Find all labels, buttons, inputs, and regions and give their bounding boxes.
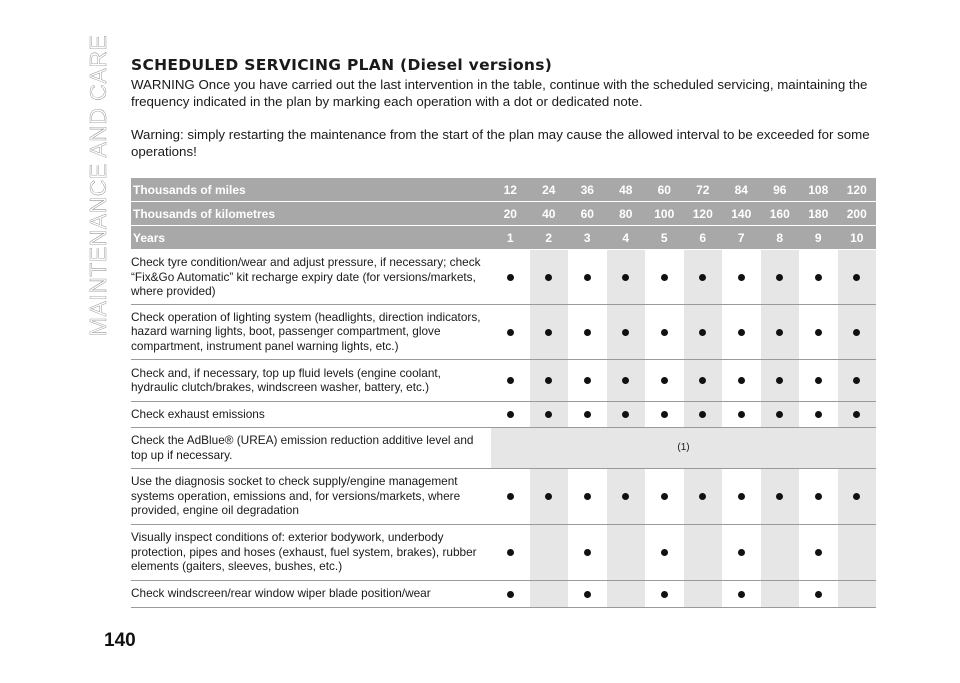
scheduled-dot-icon bbox=[545, 493, 552, 500]
header-value: 10 bbox=[838, 226, 877, 250]
header-value: 12 bbox=[491, 178, 530, 202]
interval-cell bbox=[645, 304, 684, 359]
header-value: 5 bbox=[645, 226, 684, 250]
interval-cell bbox=[684, 250, 723, 305]
scheduled-dot-icon bbox=[545, 411, 552, 418]
operation-description: Check tyre condition/wear and adjust pressure, if necessary; check “Fix&Go Automatic” kit recharge expiry date (for versions/markets, where provided) bbox=[131, 250, 491, 305]
scheduled-dot-icon bbox=[815, 274, 822, 281]
scheduled-dot-icon bbox=[738, 411, 745, 418]
header-value: 7 bbox=[722, 226, 761, 250]
scheduled-dot-icon bbox=[776, 493, 783, 500]
table-row bbox=[131, 468, 876, 524]
header-row bbox=[131, 226, 876, 250]
table-row bbox=[131, 427, 876, 468]
scheduled-dot-icon bbox=[699, 493, 706, 500]
scheduled-dot-icon bbox=[584, 411, 591, 418]
interval-cell bbox=[838, 401, 877, 427]
interval-cell bbox=[684, 524, 723, 580]
header-value: 40 bbox=[530, 202, 569, 226]
scheduled-dot-icon bbox=[622, 493, 629, 500]
scheduled-dot-icon bbox=[584, 493, 591, 500]
header-value: 48 bbox=[607, 178, 646, 202]
interval-cell bbox=[722, 401, 761, 427]
interval-cell bbox=[491, 468, 530, 524]
interval-cell bbox=[568, 250, 607, 305]
interval-cell bbox=[530, 524, 569, 580]
interval-cell bbox=[838, 250, 877, 305]
header-row bbox=[131, 202, 876, 226]
scheduled-dot-icon bbox=[776, 329, 783, 336]
scheduled-dot-icon bbox=[584, 329, 591, 336]
interval-cell bbox=[722, 250, 761, 305]
header-value: 60 bbox=[568, 202, 607, 226]
table-row bbox=[131, 524, 876, 580]
scheduled-dot-icon bbox=[738, 493, 745, 500]
scheduled-dot-icon bbox=[507, 549, 514, 556]
interval-cell bbox=[722, 359, 761, 401]
scheduled-dot-icon bbox=[507, 493, 514, 500]
scheduled-dot-icon bbox=[661, 549, 668, 556]
interval-cell bbox=[607, 524, 646, 580]
table-header bbox=[131, 178, 876, 250]
header-value: 20 bbox=[491, 202, 530, 226]
table-row bbox=[131, 250, 876, 305]
interval-cell bbox=[722, 524, 761, 580]
interval-cell bbox=[684, 304, 723, 359]
scheduled-dot-icon bbox=[584, 549, 591, 556]
scheduled-dot-icon bbox=[776, 411, 783, 418]
interval-cell bbox=[607, 401, 646, 427]
header-value: 24 bbox=[530, 178, 569, 202]
header-value: 120 bbox=[838, 178, 877, 202]
interval-cell bbox=[684, 468, 723, 524]
interval-cell bbox=[799, 468, 838, 524]
interval-cell bbox=[568, 580, 607, 607]
header-row bbox=[131, 178, 876, 202]
scheduled-dot-icon bbox=[815, 329, 822, 336]
header-value: 200 bbox=[838, 202, 877, 226]
scheduled-dot-icon bbox=[507, 591, 514, 598]
scheduled-dot-icon bbox=[699, 329, 706, 336]
operation-description: Use the diagnosis socket to check supply/engine management systems operation, emissions and, for versions/markets, where provided, engine oil degradation bbox=[131, 468, 491, 524]
servicing-plan-table bbox=[131, 178, 876, 608]
interval-cell bbox=[568, 468, 607, 524]
scheduled-dot-icon bbox=[507, 274, 514, 281]
interval-cell bbox=[607, 250, 646, 305]
scheduled-dot-icon bbox=[776, 377, 783, 384]
scheduled-dot-icon bbox=[853, 411, 860, 418]
scheduled-dot-icon bbox=[545, 329, 552, 336]
interval-cell bbox=[799, 524, 838, 580]
interval-cell bbox=[645, 580, 684, 607]
interval-cell bbox=[761, 359, 800, 401]
scheduled-dot-icon bbox=[699, 377, 706, 384]
scheduled-dot-icon bbox=[738, 274, 745, 281]
interval-cell bbox=[530, 304, 569, 359]
page-content bbox=[131, 56, 876, 160]
scheduled-dot-icon bbox=[815, 549, 822, 556]
scheduled-dot-icon bbox=[815, 591, 822, 598]
table-row bbox=[131, 359, 876, 401]
scheduled-dot-icon bbox=[661, 411, 668, 418]
interval-cell bbox=[684, 359, 723, 401]
table-row bbox=[131, 580, 876, 607]
scheduled-dot-icon bbox=[661, 591, 668, 598]
scheduled-dot-icon bbox=[661, 377, 668, 384]
interval-cell bbox=[799, 359, 838, 401]
interval-cell bbox=[568, 401, 607, 427]
scheduled-dot-icon bbox=[584, 591, 591, 598]
header-value: 140 bbox=[722, 202, 761, 226]
header-value: 120 bbox=[684, 202, 723, 226]
scheduled-dot-icon bbox=[661, 329, 668, 336]
scheduled-dot-icon bbox=[738, 591, 745, 598]
scheduled-dot-icon bbox=[545, 274, 552, 281]
header-value: 108 bbox=[799, 178, 838, 202]
header-value: 3 bbox=[568, 226, 607, 250]
interval-cell bbox=[684, 580, 723, 607]
header-label: Thousands of miles bbox=[131, 178, 491, 202]
interval-cell bbox=[722, 468, 761, 524]
scheduled-dot-icon bbox=[584, 377, 591, 384]
header-value: 2 bbox=[530, 226, 569, 250]
scheduled-dot-icon bbox=[622, 329, 629, 336]
interval-cell bbox=[684, 401, 723, 427]
scheduled-dot-icon bbox=[699, 274, 706, 281]
scheduled-dot-icon bbox=[815, 411, 822, 418]
header-label: Thousands of kilometres bbox=[131, 202, 491, 226]
scheduled-dot-icon bbox=[507, 411, 514, 418]
interval-cell bbox=[761, 304, 800, 359]
interval-cell bbox=[530, 359, 569, 401]
interval-cell bbox=[607, 304, 646, 359]
scheduled-dot-icon bbox=[622, 274, 629, 281]
scheduled-dot-icon bbox=[507, 329, 514, 336]
scheduled-dot-icon bbox=[622, 411, 629, 418]
scheduled-dot-icon bbox=[738, 549, 745, 556]
interval-cell bbox=[799, 304, 838, 359]
interval-cell bbox=[568, 524, 607, 580]
section-side-label-text: MAINTENANCE AND CARE bbox=[85, 34, 112, 336]
interval-cell bbox=[645, 359, 684, 401]
interval-cell bbox=[761, 401, 800, 427]
header-value: 96 bbox=[761, 178, 800, 202]
scheduled-dot-icon bbox=[815, 493, 822, 500]
interval-cell bbox=[799, 580, 838, 607]
table-body bbox=[131, 250, 876, 608]
interval-cell bbox=[645, 250, 684, 305]
operation-description: Check the AdBlue® (UREA) emission reduction additive level and top up if necessary. bbox=[131, 427, 491, 468]
operation-description: Visually inspect conditions of: exterior bodywork, underbody protection, pipes and hoses (exhaust, fuel system, brakes), rubber elements (gaiters, sleeves, bushes, etc.) bbox=[131, 524, 491, 580]
interval-cell bbox=[530, 250, 569, 305]
interval-cell bbox=[607, 580, 646, 607]
header-value: 8 bbox=[761, 226, 800, 250]
interval-cell bbox=[530, 401, 569, 427]
header-value: 180 bbox=[799, 202, 838, 226]
page-number: 140 bbox=[104, 630, 136, 651]
interval-cell bbox=[607, 468, 646, 524]
scheduled-dot-icon bbox=[853, 493, 860, 500]
header-label: Years bbox=[131, 226, 491, 250]
footnote-reference: (1) bbox=[491, 427, 876, 468]
interval-cell bbox=[838, 359, 877, 401]
interval-cell bbox=[491, 250, 530, 305]
operation-description: Check and, if necessary, top up fluid levels (engine coolant, hydraulic clutch/brakes, windscreen washer, battery, etc.) bbox=[131, 359, 491, 401]
header-value: 6 bbox=[684, 226, 723, 250]
scheduled-dot-icon bbox=[776, 274, 783, 281]
header-value: 72 bbox=[684, 178, 723, 202]
header-value: 1 bbox=[491, 226, 530, 250]
scheduled-dot-icon bbox=[661, 493, 668, 500]
scheduled-dot-icon bbox=[738, 377, 745, 384]
operation-description: Check exhaust emissions bbox=[131, 401, 491, 427]
interval-cell bbox=[491, 359, 530, 401]
table-row bbox=[131, 304, 876, 359]
header-value: 80 bbox=[607, 202, 646, 226]
scheduled-dot-icon bbox=[853, 274, 860, 281]
interval-cell bbox=[838, 524, 877, 580]
scheduled-dot-icon bbox=[622, 377, 629, 384]
warning-paragraph-1: WARNING Once you have carried out the last intervention in the table, continue with the scheduled servicing, maintaining the frequency indicated in the plan by marking each operation with a dot or dedicated note. bbox=[131, 77, 868, 109]
interval-cell bbox=[645, 524, 684, 580]
interval-cell bbox=[761, 580, 800, 607]
interval-cell bbox=[491, 401, 530, 427]
header-value: 9 bbox=[799, 226, 838, 250]
header-value: 100 bbox=[645, 202, 684, 226]
page-title: SCHEDULED SERVICING PLAN (Diesel versions) bbox=[131, 56, 553, 74]
scheduled-dot-icon bbox=[507, 377, 514, 384]
table-row bbox=[131, 401, 876, 427]
header-value: 84 bbox=[722, 178, 761, 202]
scheduled-dot-icon bbox=[661, 274, 668, 281]
scheduled-dot-icon bbox=[853, 329, 860, 336]
interval-cell bbox=[722, 580, 761, 607]
interval-cell bbox=[645, 468, 684, 524]
scheduled-dot-icon bbox=[738, 329, 745, 336]
interval-cell bbox=[607, 359, 646, 401]
interval-cell bbox=[530, 580, 569, 607]
scheduled-dot-icon bbox=[815, 377, 822, 384]
interval-cell bbox=[799, 401, 838, 427]
interval-cell bbox=[491, 524, 530, 580]
interval-cell bbox=[530, 468, 569, 524]
interval-cell bbox=[491, 304, 530, 359]
interval-cell bbox=[568, 304, 607, 359]
interval-cell bbox=[568, 359, 607, 401]
scheduled-dot-icon bbox=[853, 377, 860, 384]
interval-cell bbox=[761, 524, 800, 580]
interval-cell bbox=[838, 580, 877, 607]
scheduled-dot-icon bbox=[699, 411, 706, 418]
scheduled-dot-icon bbox=[545, 377, 552, 384]
interval-cell bbox=[838, 304, 877, 359]
scheduled-dot-icon bbox=[584, 274, 591, 281]
interval-cell bbox=[799, 250, 838, 305]
header-value: 160 bbox=[761, 202, 800, 226]
interval-cell bbox=[761, 250, 800, 305]
interval-cell bbox=[722, 304, 761, 359]
header-value: 4 bbox=[607, 226, 646, 250]
header-value: 36 bbox=[568, 178, 607, 202]
interval-cell bbox=[761, 468, 800, 524]
header-value: 60 bbox=[645, 178, 684, 202]
interval-cell bbox=[645, 401, 684, 427]
interval-cell bbox=[491, 580, 530, 607]
interval-cell bbox=[838, 468, 877, 524]
section-side-label bbox=[84, 34, 114, 336]
operation-description: Check windscreen/rear window wiper blade position/wear bbox=[131, 580, 491, 607]
warning-paragraph-2: Warning: simply restarting the maintenance from the start of the plan may cause the allowed interval to be exceeded for some operations! bbox=[131, 127, 870, 159]
operation-description: Check operation of lighting system (headlights, direction indicators, hazard warning lights, boot, passenger compartment, glove compartment, instrument panel warning lights, etc.) bbox=[131, 304, 491, 359]
